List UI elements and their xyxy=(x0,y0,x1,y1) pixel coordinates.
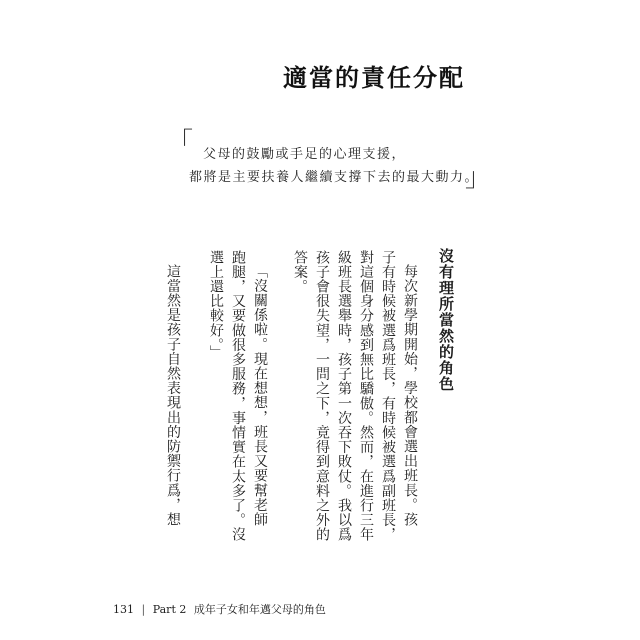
page-footer xyxy=(113,601,330,617)
body-column-2: 子有時候被選爲班長，有時候被選爲副班長， xyxy=(380,250,396,542)
body-column-1: 每次新學期開始，學校都會選出班長。孩 xyxy=(402,264,418,527)
body-column-8: 跑腿，又要做很多服務，事情實在太多了。沒 xyxy=(230,250,246,542)
quote-close-mark: 」 xyxy=(465,163,492,193)
footer-part-title: 成年子女和年邁父母的角色 xyxy=(193,603,326,616)
chapter-title: 適當的責任分配 xyxy=(283,64,465,92)
body-column-4: 級班長選舉時，孩子第一次吞下敗仗。我以爲 xyxy=(336,250,352,542)
page-number: 131 xyxy=(113,603,134,616)
body-column-7: 「沒關係啦。現在想想，班長又要幫老師 xyxy=(252,264,268,527)
footer-part: Part 2 xyxy=(152,603,187,616)
quote-open-mark: 「 xyxy=(167,128,194,158)
footer-separator: | xyxy=(141,603,146,616)
quote-line-2: 都將是主要扶養人繼續支撐下去的最大動力。 xyxy=(189,170,480,185)
body-column-5: 孩子會很失望，一問之下，竟得到意料之外的 xyxy=(314,250,330,542)
body-column-6: 答案。 xyxy=(292,250,308,294)
body-column-3: 對這個身分感到無比驕傲。然而，在進行三年 xyxy=(358,250,374,542)
body-column-9: 選上還比較好。」 xyxy=(208,250,224,360)
quote-line-1: 父母的鼓勵或手足的心理支援， xyxy=(203,147,407,162)
section-heading: 沒有理所當然的角色 xyxy=(437,248,455,392)
body-column-10: 這當然是孩子自然表現出的防禦行爲，想 xyxy=(165,264,181,527)
